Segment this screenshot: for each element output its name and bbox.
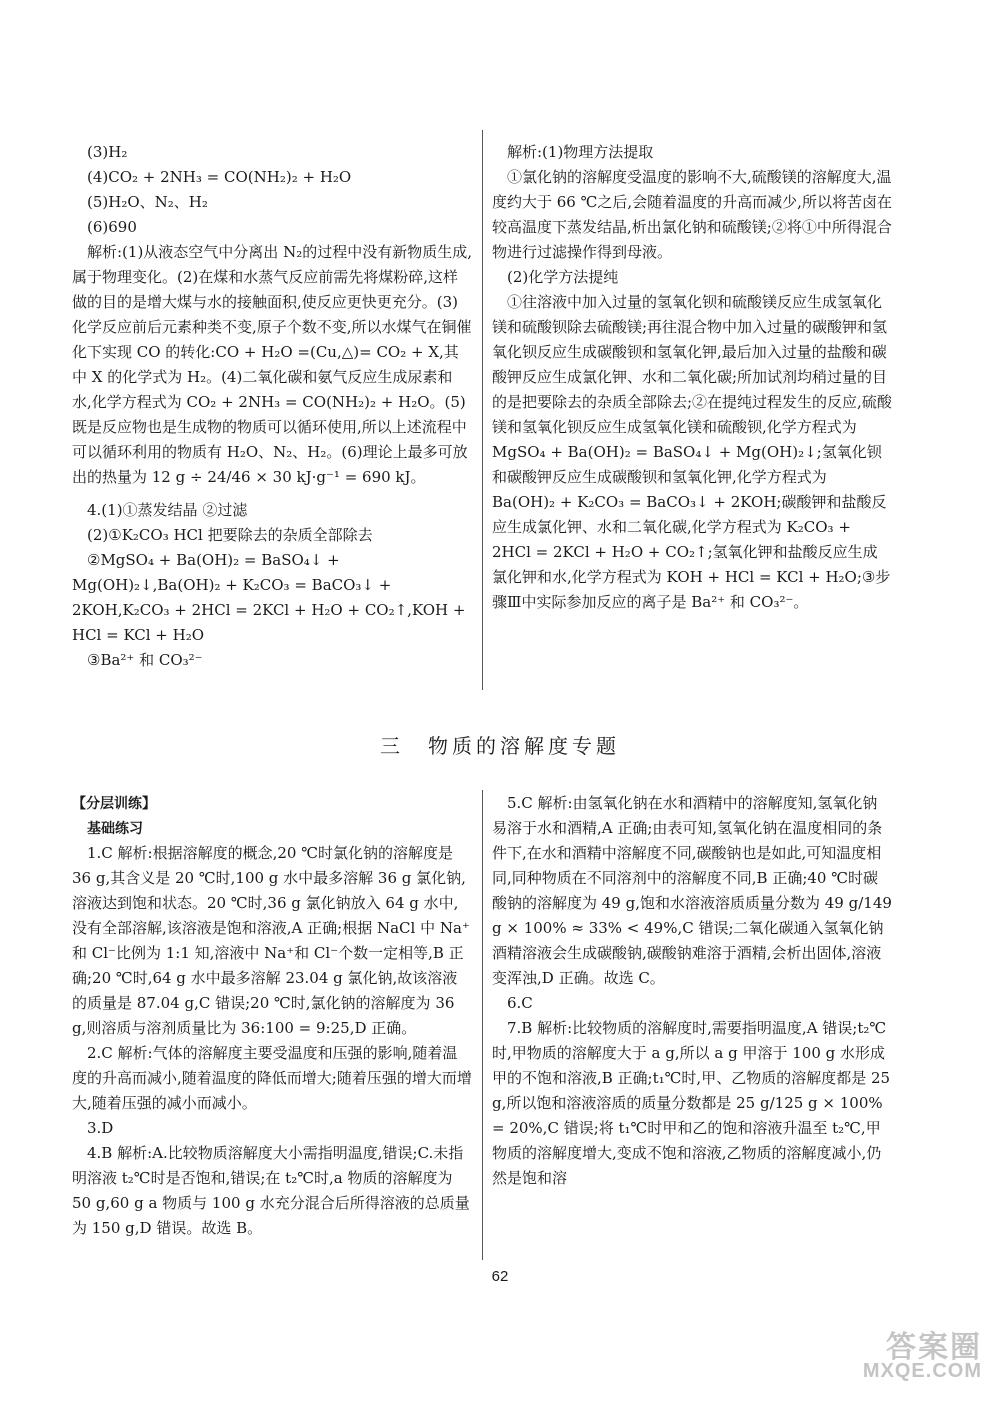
equation-paragraph: ②MgSO₄ + Ba(OH)₂ = BaSO₄↓ + Mg(OH)₂↓,Ba(OH)₂ + K₂CO₃ = BaCO₃↓ + 2KOH,K₂CO₃ + 2HCl = 2KCl + H₂O + CO₂↑,KOH + HCl = KCl + H₂O [72,551,466,644]
section-label: 【分层训练】 [72,795,156,811]
page-number: 62 [491,1268,509,1285]
explanation-paragraph: ①往溶液中加入过量的氢氧化钡和硫酸镁反应生成氢氧化镁和硫酸钡除去硫酸镁;再往混合物中加入过量的碳酸钾和氢氧化钡反应生成碳酸钡和氢氧化钾,最后加入过量的盐酸和碳酸钾反应生成氯化钾、水和二氧化碳;所加试剂均稍过量的目的是把要除去的杂质全部除去;②在提纯过程发生的反应,硫酸镁和氢氧化钡反应生成氢氧化镁和硫酸钡,化学方程式为 MgSO₄ + Ba(OH)₂ = BaSO₄↓ + Mg(OH)₂↓;氢氧化钡和碳酸钾反应生成碳酸钡和氢氧化钾,化学方程式为 Ba(OH)₂ + K₂CO₃ = BaCO₃↓ + 2KOH;碳酸钾和盐酸反应生成氯化钾、水和二氧化碳,化学方程式为 K₂CO₃ + 2HCl = 2KCl + H₂O + CO₂↑;氢氧化钾和盐酸反应生成氯化钾和水,化学方程式为 KOH + HCl = KCl + H₂O;③步骤Ⅲ中实际参加反应的离子是 Ba²⁺ 和 CO₃²⁻。 [492,293,892,611]
column-divider [482,790,483,1260]
answer-item: 6.C [507,994,533,1012]
answer-item: 4.B 解析:A.比较物质溶解度大小需指明温度,错误;C.未指明溶液 t₂℃时是否饱和,错误;在 t₂℃时,a 物质的溶解度为 50 g,60 g a 物质与 100 g 水充分混合后所得溶液的总质量为 150 g,D 错误。故选 B。 [72,1144,470,1237]
answer-line: (6)690 [87,218,137,236]
answer-column-top-left [72,140,472,673]
answer-line: (4)CO₂ + 2NH₃ = CO(NH₂)₂ + H₂O [87,168,352,186]
answer-line: (2)①K₂CO₃ HCl 把要除去的杂质全部除去 [87,526,373,544]
section-title: 三 物质的溶解度专题 [380,734,620,758]
answer-item: 3.D [87,1119,114,1137]
explanation-heading: 解析:(1)物理方法提取 [507,143,654,161]
answer-line: ③Ba²⁺ 和 CO₃²⁻ [87,651,203,669]
explanation-heading: (2)化学方法提纯 [507,268,619,286]
answer-column-bottom-left [72,791,472,1241]
watermark-url: MXQE.COM [862,1360,982,1382]
answer-column-top-right [492,140,892,615]
column-divider [482,130,483,690]
answer-column-bottom-right [492,791,892,1191]
explanation-paragraph: 解析:(1)从液态空气中分离出 N₂的过程中没有新物质生成,属于物理变化。(2)在煤和水蒸气反应前需先将煤粉碎,这样做的目的是增大煤与水的接触面积,使反应更快更充分。(3)化学反应前后元素种类不变,原子个数不变,所以水煤气在铜催化下实现 CO 的转化:CO + H₂O =(Cu,△)= CO₂ + X,其中 X 的化学式为 H₂。(4)二氧化碳和氨气反应生成尿素和水,化学方程式为 CO₂ + 2NH₃ = CO(NH₂)₂ + H₂O。(5)既是反应物也是生成物的物质可以循环使用,所以上述流程中可以循环利用的物质有 H₂O、N₂、H₂。(6)理论上最多可放出的热量为 12 g ÷ 24/46 × 30 kJ·g⁻¹ = 690 kJ。 [72,243,472,486]
answer-line: 4.(1)①蒸发结晶 ②过滤 [87,501,248,519]
answer-item: 1.C 解析:根据溶解度的概念,20 ℃时氯化钠的溶解度是 36 g,其含义是 20 ℃时,100 g 水中最多溶解 36 g 氯化钠,溶液达到饱和状态。20 ℃时,36 g 氯化钠放入 64 g 水中,没有全部溶解,该溶液是饱和溶液,A 正确;根据 NaCl 中 Na⁺和 Cl⁻比例为 1:1 知,溶液中 Na⁺和 Cl⁻个数一定相等,B 正确;20 ℃时,64 g 水中最多溶解 23.04 g 氯化钠,故该溶液的质量是 87.04 g,C 错误;20 ℃时,氯化钠的溶解度为 36 g,则溶质与溶剂质量比为 36:100 = 9:25,D 正确。 [72,844,470,1037]
watermark-logo: 答案圈 [886,1331,982,1364]
answer-line: (5)H₂O、N₂、H₂ [87,193,208,211]
answer-item: 2.C 解析:气体的溶解度主要受温度和压强的影响,随着温度的升高而减小,随着温度的降低而增大;随着压强的增大而增大,随着压强的减小而减小。 [72,1044,472,1112]
answer-item: 7.B 解析:比较物质的溶解度时,需要指明温度,A 错误;t₂℃时,甲物质的溶解度大于 a g,所以 a g 甲溶于 100 g 水形成甲的不饱和溶液,B 正确;t₁℃时,甲、乙物质的溶解度都是 25 g,所以饱和溶液溶质的质量分数都是 25 g/125 g × 100% = 20%,C 错误;将 t₁℃时甲和乙的饱和溶液升温至 t₂℃,甲物质的溶解度增大,变成不饱和溶液,乙物质的溶解度减小,仍然是饱和溶 [492,1019,891,1187]
subsection-label: 基础练习 [87,820,143,836]
answer-line: (3)H₂ [87,143,128,161]
answer-item: 5.C 解析:由氢氧化钠在水和酒精中的溶解度知,氢氧化钠易溶于水和酒精,A 正确;由表可知,氢氧化钠在温度相同的条件下,在水和酒精中溶解度不同,碳酸钠也是如此,可知温度相同,同种物质在不同溶剂中的溶解度不同,B 正确;40 ℃时碳酸钠的溶解度为 49 g,饱和水溶液溶质质量分数为 49 g/149 g × 100% ≈ 33% < 49%,C 错误;二氧化碳通入氢氧化钠酒精溶液会生成碳酸钠,碳酸钠难溶于酒精,会析出固体,溶液变浑浊,D 正确。故选 C。 [492,794,892,987]
explanation-paragraph: ①氯化钠的溶解度受温度的影响不大,硫酸镁的溶解度大,温度约大于 66 ℃之后,会随着温度的升高而减少,所以将苦卤在较高温度下蒸发结晶,析出氯化钠和硫酸镁;②将①中所得混合物进行过滤操作得到母液。 [492,168,892,261]
